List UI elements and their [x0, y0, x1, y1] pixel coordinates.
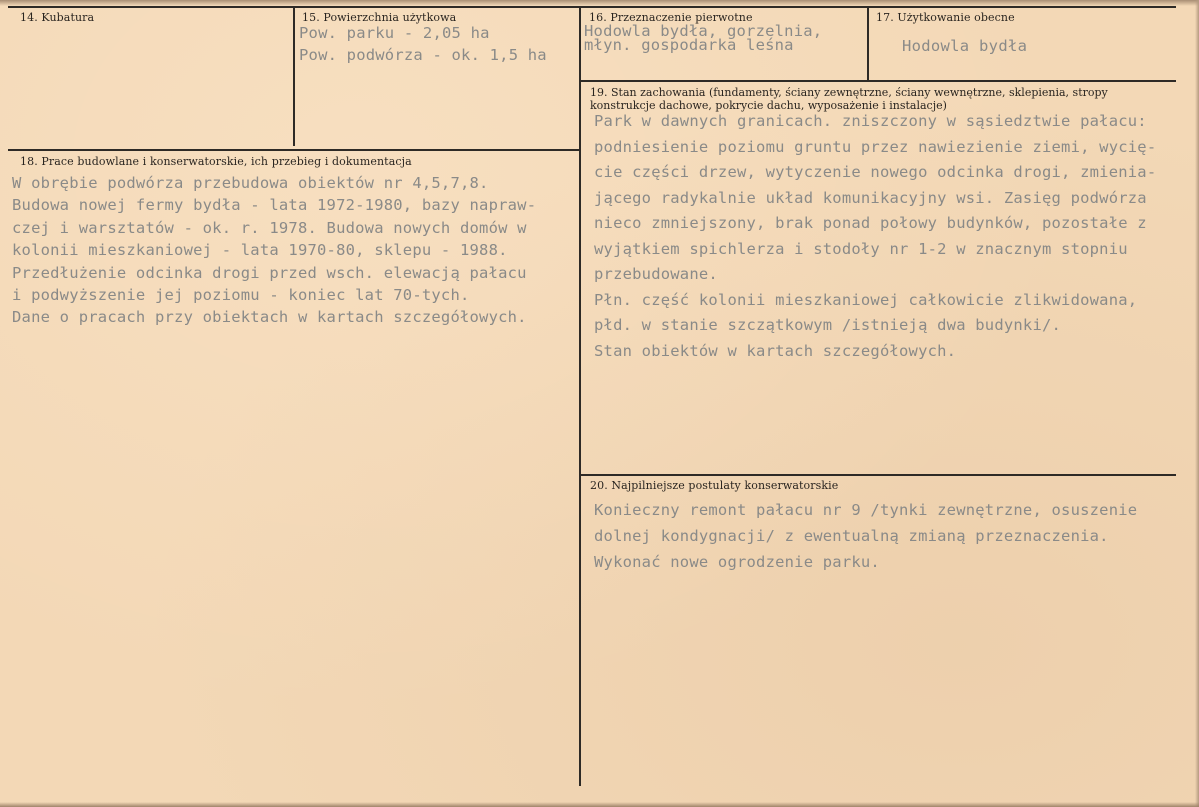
field-15-value	[299, 22, 547, 67]
field-20-line: Konieczny remont pałacu nr 9 /tynki zewnętrzne, osuszenie	[594, 501, 1138, 519]
field-20-label: 20. Najpilniejsze postulaty konserwatorskie	[590, 479, 839, 492]
field-18-value	[12, 172, 536, 329]
card-right-edge	[1195, 0, 1199, 807]
rule-v-kubatura	[293, 6, 295, 146]
field-18-line: i podwyższenie jej poziomu - koniec lat 70-tych.	[12, 285, 470, 304]
rule-h-field18	[8, 149, 579, 151]
field-19-line: przebudowane.	[594, 265, 718, 283]
field-17-value: Hodowla bydła	[902, 37, 1028, 55]
field-15-label: 15. Powierzchnia użytkowa	[302, 11, 457, 24]
field-20-line: dolnej kondygnacji/ z ewentualną zmianą przeznaczenia.	[594, 527, 1109, 545]
field-16-label: 16. Przeznaczenie pierwotne	[589, 11, 753, 24]
field-20-value	[594, 497, 1137, 575]
field-19-line: nieco zmniejszony, brak ponad połowy budynków, pozostałe z	[594, 214, 1147, 232]
field-15-line: Pow. parku - 2,05 ha	[299, 24, 490, 42]
field-19-line: jącego radykalnie układ komunikacyjny wsi. Zasięg podwórza	[594, 188, 1147, 207]
field-18-line: czej i warsztatów - ok. r. 1978. Budowa nowych domów w	[12, 218, 527, 237]
rule-top	[8, 6, 1176, 8]
field-19-line: cie części drzew, wytyczenie nowego odcinka drogi, zmienia-	[594, 163, 1157, 181]
field-17-label: 17. Użytkowanie obecne	[876, 11, 1015, 24]
field-18-line: Przedłużenie odcinka drogi przed wsch. elewacją pałacu	[12, 263, 527, 282]
field-19-line: Park w dawnych granicach. zniszczony w sąsiedztwie pałacu:	[594, 112, 1147, 130]
field-19-line: Stan obiektów w kartach szczegółowych.	[594, 341, 957, 360]
field-19-label: 19. Stan zachowania (fundamenty, ściany zewnętrzne, ściany wewnętrzne, sklepienia, stropy konstrukcje dachowe, pokrycie dachu, wyposażenie i instalacje)	[590, 86, 1108, 112]
field-19-line: płd. w stanie szczątkowym /istnieją dwa budynki/.	[594, 316, 1062, 334]
rule-h-field19	[581, 80, 1176, 82]
rule-v-main	[579, 6, 581, 786]
field-19-line: Płn. część kolonii mieszkaniowej całkowicie zlikwidowana,	[594, 290, 1138, 309]
rule-v-field17	[867, 6, 869, 80]
field-14-label: 14. Kubatura	[20, 11, 95, 24]
field-18-label: 18. Prace budowlane i konserwatorskie, ich przebieg i dokumentacja	[20, 155, 412, 168]
field-19-value	[594, 109, 1156, 364]
field-20-line: Wykonać nowe ogrodzenie parku.	[594, 553, 880, 571]
field-19-line: podniesienie poziomu gruntu przez nawiezienie ziemi, wycię-	[594, 137, 1157, 156]
field-18-line: kolonii mieszkaniowej - lata 1970-80, sklepu - 1988.	[12, 241, 508, 260]
field-19-line: wyjątkiem spichlerza i stodoły nr 1-2 w znacznym stopniu	[594, 239, 1128, 258]
rule-h-field20	[581, 474, 1176, 476]
field-16-value	[584, 24, 822, 52]
field-16-line: młyn. gospodarka leśna	[584, 36, 794, 54]
card-bottom-edge	[0, 802, 1199, 807]
field-16-line: Hodowla bydła, gorzelnia,	[584, 22, 823, 40]
field-18-line: Budowa nowej fermy bydła - lata 1972-1980, bazy napraw-	[12, 196, 537, 215]
field-18-line: W obrębie podwórza przebudowa obiektów nr 4,5,7,8.	[12, 174, 489, 192]
field-15-line: Pow. podwórza - ok. 1,5 ha	[299, 46, 547, 65]
field-18-line: Dane o pracach przy obiektach w kartach szczegółowych.	[12, 308, 527, 327]
